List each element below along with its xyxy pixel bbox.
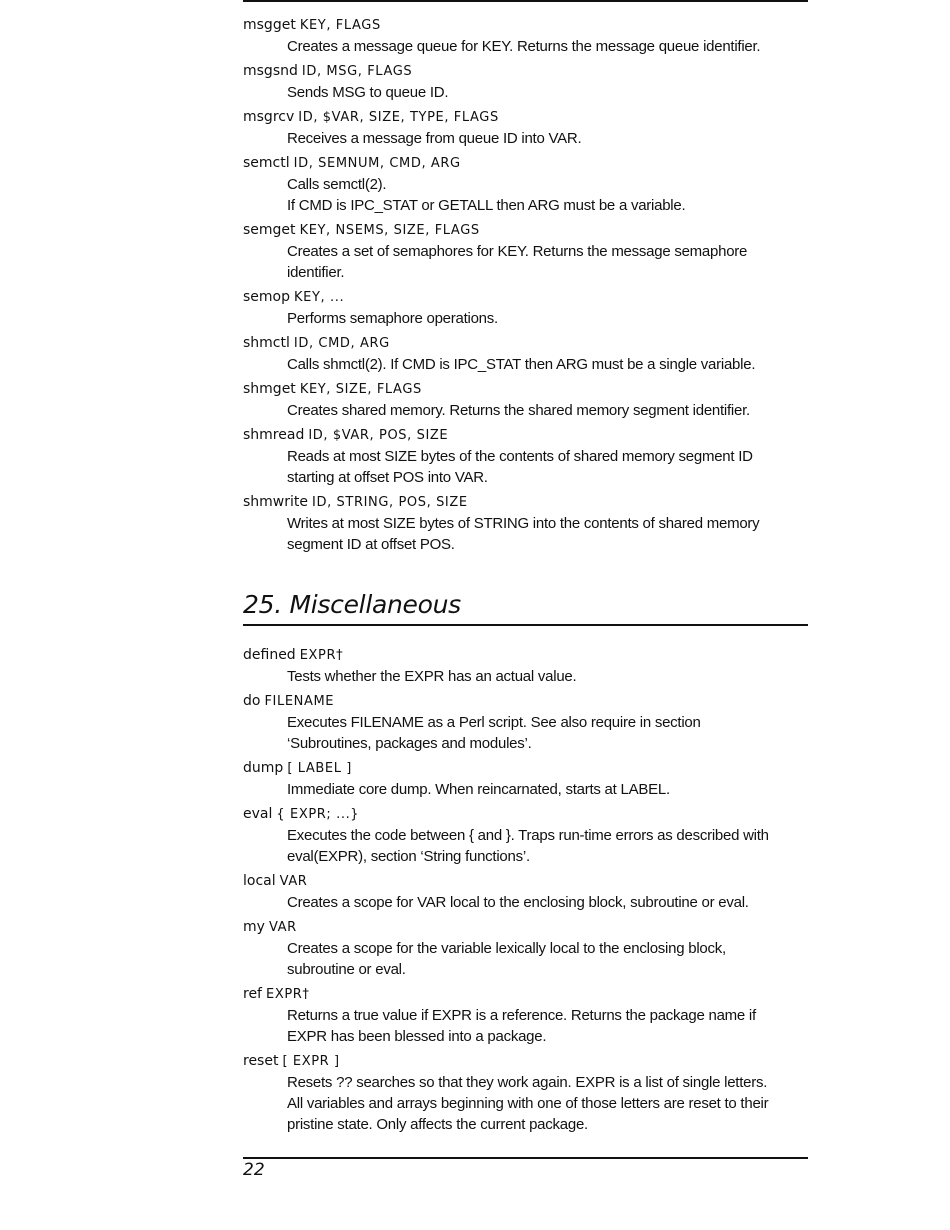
top-rule [243,0,808,2]
description-line: Performs semaphore operations. [287,310,498,327]
function-args: ID, CMD, ARG [293,336,390,351]
ipc-function-list [243,15,808,559]
function-description [287,400,808,421]
function-args: ID, $VAR, POS, SIZE [308,428,449,443]
function-entry-reset [243,1051,808,1135]
function-entry-eval [243,804,808,867]
section-title: 25. Miscellaneous [243,590,461,619]
function-entry-msgget [243,15,808,57]
function-entry-my [243,917,808,980]
function-args: EXPR† [266,987,310,1002]
function-entry-semop [243,287,808,329]
function-description [287,308,808,329]
function-args: KEY, SIZE, FLAGS [299,382,422,397]
section-heading [243,588,808,626]
function-args: ID, MSG, FLAGS [301,64,413,79]
description-line: All variables and arrays beginning with one of those letters are reset to their [287,1095,769,1112]
function-name: msgrcv [243,109,295,125]
function-name: ref [243,986,262,1002]
description-line: Receives a message from queue ID into VAR. [287,130,582,147]
function-args: [ EXPR ] [282,1054,340,1069]
function-signature [243,1051,808,1072]
description-line: eval(EXPR), section ‘String functions’. [287,848,530,865]
function-args: FILENAME [264,694,335,709]
description-line: Creates a set of semaphores for KEY. Returns the message semaphore [287,243,748,260]
function-signature [243,287,808,308]
function-description [287,1072,808,1135]
function-signature [243,61,808,82]
function-entry-shmread [243,425,808,488]
description-line: Writes at most SIZE bytes of STRING into the contents of shared memory [287,515,760,532]
function-args: VAR [268,920,297,935]
function-name: msgget [243,17,296,33]
function-args: EXPR† [299,648,344,663]
function-args: KEY, NSEMS, SIZE, FLAGS [299,223,480,238]
function-entry-semctl [243,153,808,216]
function-args: ID, SEMNUM, CMD, ARG [293,156,461,171]
function-args: KEY, ... [294,290,345,305]
function-signature [243,220,808,241]
page-number: 22 [243,1160,265,1180]
function-description [287,174,808,216]
function-description [287,446,808,488]
function-description [287,128,808,149]
function-entry-defined [243,645,808,687]
function-description [287,779,808,800]
function-signature [243,645,808,666]
function-entry-dump [243,758,808,800]
function-signature [243,691,808,712]
description-line: Tests whether the EXPR has an actual value. [287,668,577,685]
function-description [287,513,808,555]
function-name: semctl [243,155,290,171]
function-name: shmread [243,427,305,443]
function-description [287,1005,808,1047]
description-line: Returns a true value if EXPR is a reference. Returns the package name if [287,1007,756,1024]
function-name: reset [243,1053,279,1069]
function-args: ID, $VAR, SIZE, TYPE, FLAGS [298,110,499,125]
description-line: Reads at most SIZE bytes of the contents of shared memory segment ID [287,448,753,465]
function-signature [243,917,808,938]
function-signature [243,984,808,1005]
description-line: Calls semctl(2). [287,176,387,193]
function-entry-msgsnd [243,61,808,103]
function-description [287,712,808,754]
function-signature [243,153,808,174]
function-signature [243,492,808,513]
description-line: Executes the code between { and }. Traps run-time errors as described with [287,827,769,844]
function-name: shmwrite [243,494,309,510]
function-signature [243,758,808,779]
section-rule [243,624,808,626]
function-name: my [243,919,265,935]
function-args: KEY, FLAGS [299,18,381,33]
description-line: Creates shared memory. Returns the shared memory segment identifier. [287,402,750,419]
description-line: Resets ?? searches so that they work again. EXPR is a list of single letters. [287,1074,768,1091]
description-line: starting at offset POS into VAR. [287,469,488,486]
description-line: subroutine or eval. [287,961,406,978]
function-name: shmget [243,381,296,397]
function-signature [243,107,808,128]
function-signature [243,425,808,446]
function-args: VAR [279,874,308,889]
function-description [287,36,808,57]
function-name: dump [243,760,284,776]
function-name: semget [243,222,296,238]
description-line: Immediate core dump. When reincarnated, starts at LABEL. [287,781,670,798]
description-line: If CMD is IPC_STAT or GETALL then ARG must be a variable. [287,197,686,214]
function-name: local [243,873,276,889]
description-line: segment ID at offset POS. [287,536,455,553]
function-description [287,666,808,687]
function-signature [243,15,808,36]
function-entry-local [243,871,808,913]
function-description [287,892,808,913]
function-description [287,938,808,980]
function-signature [243,333,808,354]
description-line: Sends MSG to queue ID. [287,84,449,101]
description-line: Creates a scope for VAR local to the enclosing block, subroutine or eval. [287,894,749,911]
description-line: Creates a message queue for KEY. Returns the message queue identifier. [287,38,761,55]
footer-rule [243,1157,808,1159]
function-args: [ LABEL ] [287,761,352,776]
function-signature [243,871,808,892]
function-description [287,825,808,867]
function-entry-shmwrite [243,492,808,555]
function-name: defined [243,647,296,663]
function-name: msgsnd [243,63,298,79]
function-description [287,241,808,283]
description-line: identifier. [287,264,345,281]
description-line: ‘Subroutines, packages and modules’. [287,735,532,752]
function-entry-semget [243,220,808,283]
function-entry-shmget [243,379,808,421]
function-description [287,354,808,375]
function-name: eval [243,806,273,822]
function-entry-ref [243,984,808,1047]
description-line: Executes FILENAME as a Perl script. See also require in section [287,714,701,731]
function-name: do [243,693,261,709]
function-entry-do [243,691,808,754]
function-args: ID, STRING, POS, SIZE [312,495,468,510]
description-line: Calls shmctl(2). If CMD is IPC_STAT then ARG must be a single variable. [287,356,756,373]
description-line: Creates a scope for the variable lexically local to the enclosing block, [287,940,726,957]
function-entry-shmctl [243,333,808,375]
description-line: pristine state. Only affects the current package. [287,1116,588,1133]
description-line: EXPR has been blessed into a package. [287,1028,547,1045]
function-args: { EXPR; ...} [276,807,360,822]
function-name: semop [243,289,290,305]
function-entry-msgrcv [243,107,808,149]
function-name: shmctl [243,335,290,351]
function-signature [243,804,808,825]
misc-function-list [243,645,808,1139]
function-description [287,82,808,103]
function-signature [243,379,808,400]
